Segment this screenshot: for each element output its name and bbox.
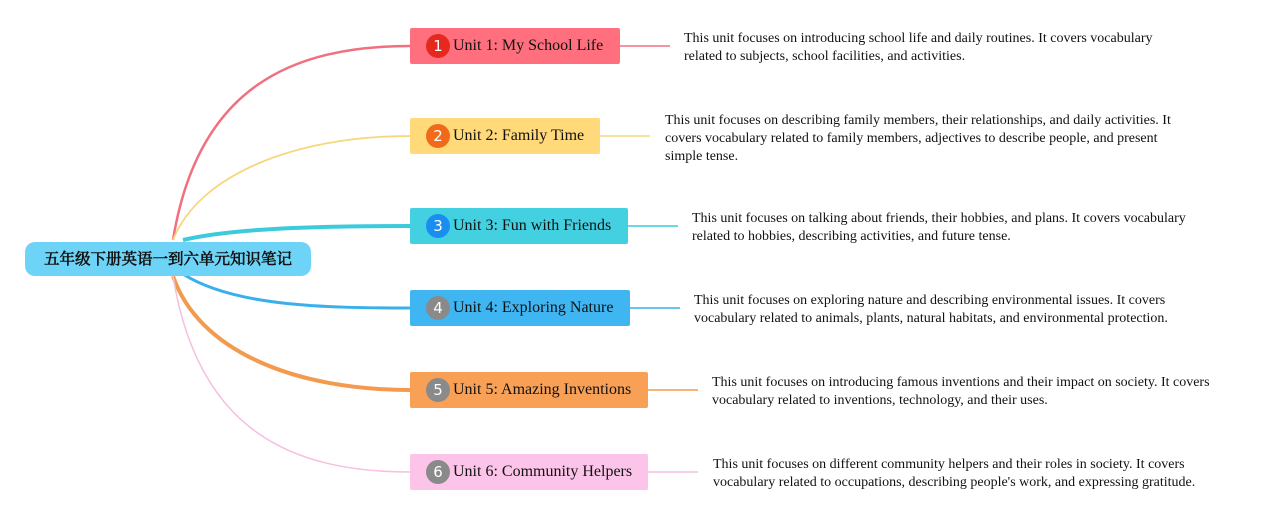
unit-3-node[interactable] xyxy=(410,208,628,244)
number-badge-icon: 4 xyxy=(426,296,450,320)
branch-line-1 xyxy=(173,46,410,240)
unit-title: Unit 2: Family Time xyxy=(453,127,585,144)
unit-5-description: This unit focuses on introducing famous inventions and their impact on society. It covers vocabulary related to inventions, technology, and their uses. xyxy=(712,375,1210,408)
branch-line-3 xyxy=(183,226,410,240)
unit-title: Unit 6: Community Helpers xyxy=(453,463,633,480)
unit-title: Unit 1: My School Life xyxy=(453,37,604,54)
unit-6-description: This unit focuses on different community helpers and their roles in society. It covers vocabulary related to occupations, describing people's work, and expressing gratitude. xyxy=(713,457,1196,490)
unit-3-description: This unit focuses on talking about friends, their hobbies, and plans. It covers vocabulary related to hobbies, describing activities, and future tense. xyxy=(692,211,1186,244)
unit-4-node[interactable] xyxy=(410,290,630,326)
number-badge-icon: 3 xyxy=(426,214,450,238)
unit-2-description: This unit focuses on describing family members, their relationships, and daily activities. It covers vocabulary related to family members, adjectives to describe people, and present simple tense. xyxy=(665,113,1171,164)
unit-6-node[interactable] xyxy=(410,454,648,490)
branch-line-5 xyxy=(173,276,410,390)
unit-title: Unit 5: Amazing Inventions xyxy=(453,381,632,398)
number-badge-icon: 6 xyxy=(426,460,450,484)
branch-line-4 xyxy=(183,274,410,308)
number-badge-icon: 1 xyxy=(426,34,450,58)
unit-title: Unit 4: Exploring Nature xyxy=(453,299,614,316)
unit-5-node[interactable] xyxy=(410,372,648,408)
unit-1-node[interactable] xyxy=(410,28,620,64)
number-badge-icon: 2 xyxy=(426,124,450,148)
unit-title: Unit 3: Fun with Friends xyxy=(453,217,612,234)
number-badge-icon: 5 xyxy=(426,378,450,402)
unit-2-node[interactable] xyxy=(410,118,600,154)
central-topic[interactable]: 五年级下册英语一到六单元知识笔记 xyxy=(25,242,311,276)
unit-4-description: This unit focuses on exploring nature and describing environmental issues. It covers vocabulary related to animals, plants, natural habitats, and environmental protection. xyxy=(694,293,1168,326)
unit-1-description: This unit focuses on introducing school life and daily routines. It covers vocabulary related to subjects, school facilities, and activities. xyxy=(684,31,1153,64)
